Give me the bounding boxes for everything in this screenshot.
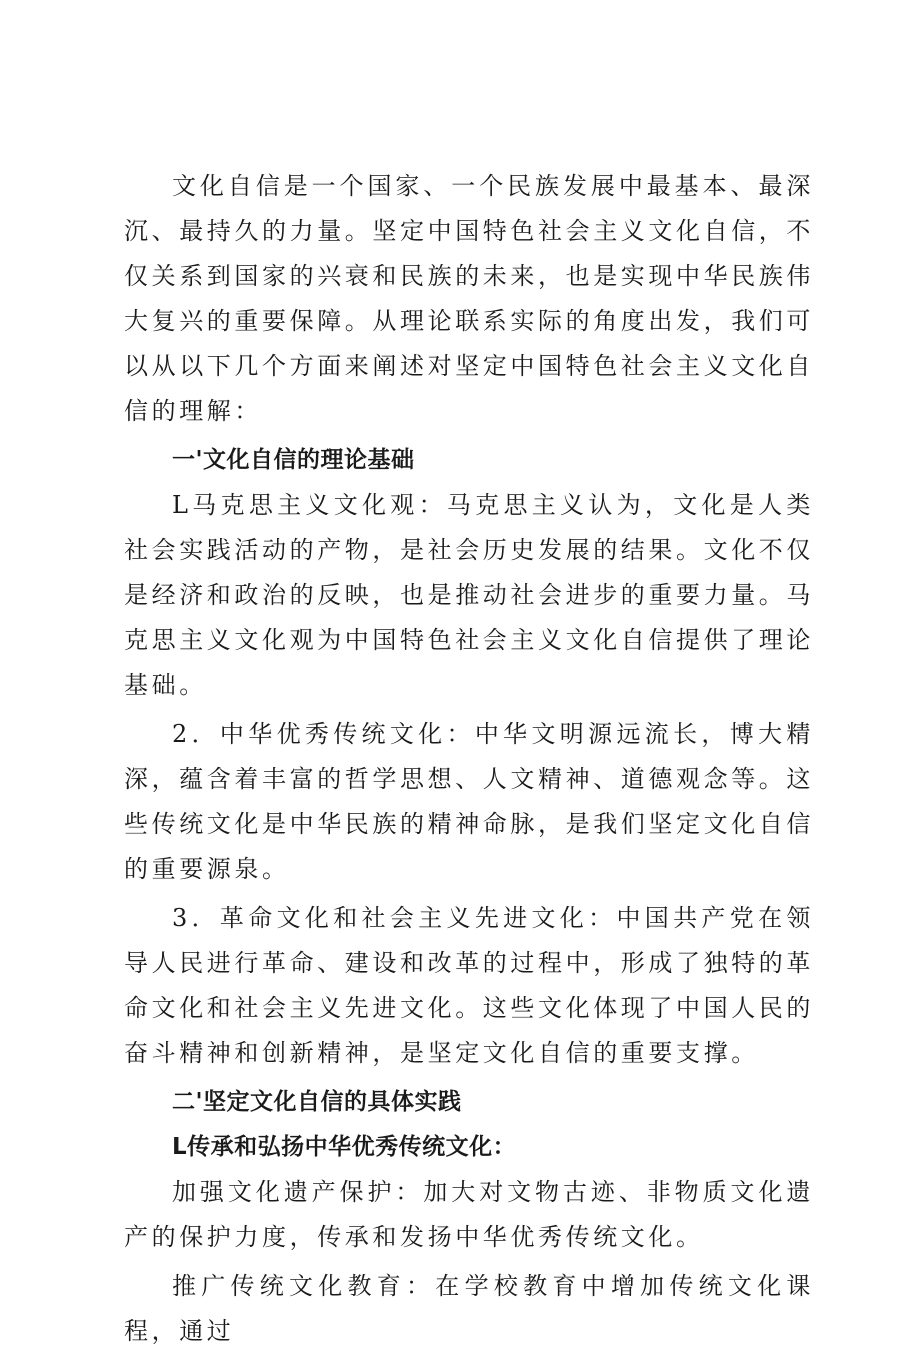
- section-2-item-1: 加强文化遗产保护：加大对文物古迹、非物质文化遗产的保护力度，传承和发扬中华优秀传统文化。: [124, 1178, 814, 1251]
- section-1-item-1: L马克思主义文化观：马克思主义认为，文化是人类社会实践活动的产物，是社会历史发展的结果。文化不仅是经济和政治的反映，也是推动社会进步的重要力量。马克思主义文化观为中国特色社会主义文化自信提供了理论基础。: [124, 491, 814, 699]
- section-2-subheading: L传承和弘扬中华优秀传统文化：: [172, 1134, 517, 1160]
- document-body: [124, 164, 814, 1354]
- section-2-heading: 二'坚定文化自信的具体实践: [172, 1089, 462, 1115]
- section-1-item-2: 2．中华优秀传统文化：中华文明源远流长，博大精深，蕴含着丰富的哲学思想、人文精神、道德观念等。这些传统文化是中华民族的精神命脉，是我们坚定文化自信的重要源泉。: [124, 720, 814, 883]
- section-1-heading: 一'文化自信的理论基础: [172, 447, 415, 473]
- section-1-item-3: 3．革命文化和社会主义先进文化：中国共产党在领导人民进行革命、建设和改革的过程中，形成了独特的革命文化和社会主义先进文化。这些文化体现了中国人民的奋斗精神和创新精神，是坚定文化自信的重要支撑。: [124, 904, 814, 1067]
- intro-paragraph: 文化自信是一个国家、一个民族发展中最基本、最深沉、最持久的力量。坚定中国特色社会主义文化自信，不仅关系到国家的兴衰和民族的未来，也是实现中华民族伟大复兴的重要保障。从理论联系实际的角度出发，我们可以从以下几个方面来阐述对坚定中国特色社会主义文化自信的理解：: [124, 172, 814, 425]
- section-2-item-2: 推广传统文化教育：在学校教育中增加传统文化课程，通过: [124, 1272, 814, 1345]
